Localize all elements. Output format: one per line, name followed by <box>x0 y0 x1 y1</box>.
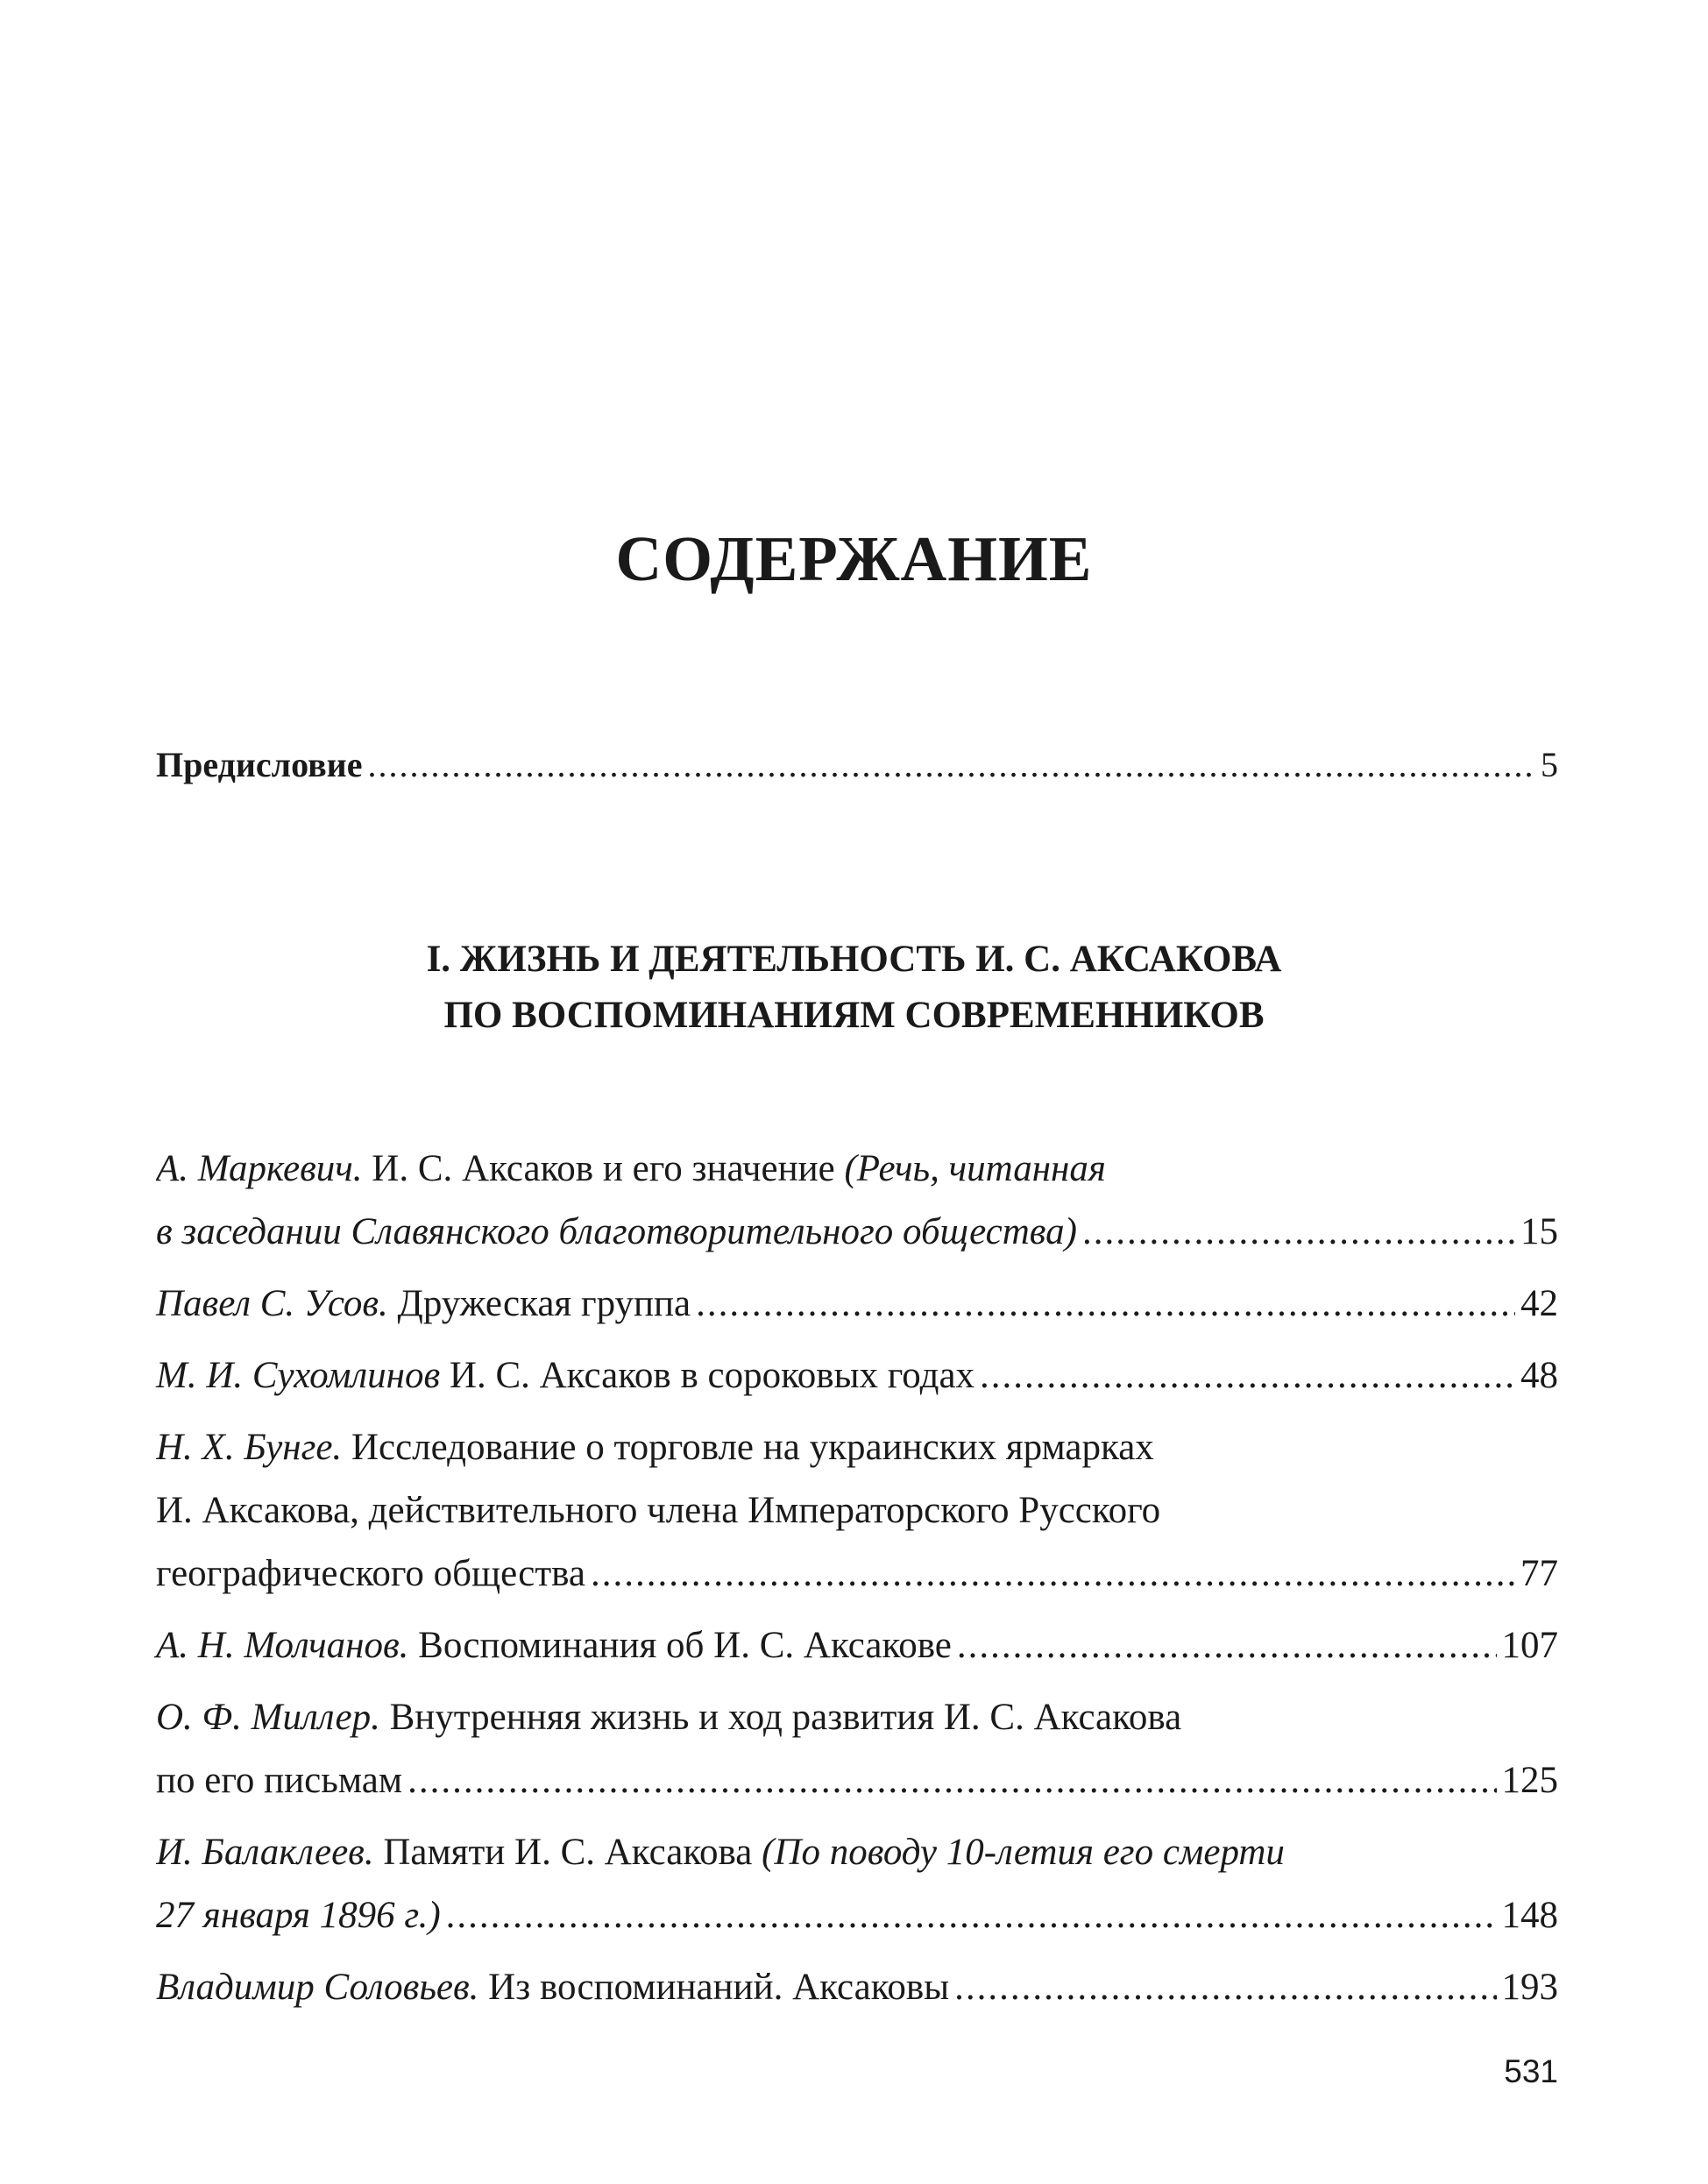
toc-entry-line <box>156 1749 1558 1812</box>
toc-entry-subtitle: (Речь, читанная <box>844 1148 1106 1189</box>
toc-entry-author: Н. Х. Бунге. <box>156 1427 343 1468</box>
toc-entry[interactable] <box>156 1956 1558 2019</box>
toc-entry-title <box>156 1427 1154 1468</box>
toc-entry[interactable] <box>156 1416 1558 1606</box>
toc-entry-page-number: 148 <box>1501 1895 1558 1936</box>
toc-entry-title <box>156 1273 691 1336</box>
dot-leader <box>446 1884 1497 1947</box>
toc-entry-author: М. И. Сухомлинов <box>156 1355 441 1396</box>
toc-entry-title <box>156 1697 1181 1738</box>
toc-entry-page-number: 193 <box>1501 1967 1558 2008</box>
toc-entry-line <box>156 1686 1558 1749</box>
toc-entry-page-number: 15 <box>1520 1211 1558 1252</box>
toc-entry-title <box>156 1490 1160 1531</box>
toc-entry-title-text: Исследование о торговле на украинских ярмарках <box>342 1427 1154 1468</box>
toc-entry-line <box>156 1479 1558 1542</box>
toc-entry-title-text: И. Аксакова, действительного члена Императорского Русского <box>156 1490 1161 1531</box>
toc-list <box>156 1138 1558 2028</box>
toc-entry-page-number: 77 <box>1520 1553 1558 1594</box>
toc-entry-title <box>156 1344 974 1408</box>
toc-entry-line <box>156 1821 1558 1884</box>
toc-entry-page-number: 48 <box>1520 1355 1558 1396</box>
toc-entry-title-text: географического общества <box>156 1553 585 1594</box>
dot-leader <box>408 1749 1496 1812</box>
toc-entry-author: Владимир Соловьев. <box>156 1967 479 2008</box>
section-heading-line-2: ПО ВОСПОМИНАНИЯМ СОВРЕМЕННИКОВ <box>443 995 1265 1036</box>
toc-entry-title-text: Дружеская группа <box>387 1283 691 1324</box>
toc-entry-title-text: Из воспоминаний. Аксаковы <box>478 1967 950 2008</box>
dot-leader <box>696 1273 1515 1336</box>
toc-entry-line <box>156 1416 1558 1479</box>
dot-leader <box>980 1344 1515 1408</box>
toc-entry[interactable] <box>156 1138 1558 1264</box>
toc-entry-line <box>156 1884 1558 1947</box>
toc-entry-author: А. Маркевич. <box>156 1148 363 1189</box>
toc-entry-title-text: И. С. Аксаков и его значение <box>362 1148 845 1189</box>
preface-label: Предисловие <box>156 745 363 784</box>
page-title: СОДЕРЖАНИЕ <box>615 523 1093 594</box>
dot-leader <box>367 741 1535 789</box>
toc-entry-author: А. Н. Молчанов. <box>156 1625 409 1666</box>
toc-entry-line <box>156 1138 1558 1201</box>
toc-entry[interactable] <box>156 1821 1558 1947</box>
dot-leader <box>591 1542 1515 1606</box>
toc-entry-title-text: Памяти И. С. Аксакова <box>373 1832 762 1873</box>
toc-entry-line <box>156 1201 1558 1264</box>
toc-entry-title-text: Внутренняя жизнь и ход развития И. С. Аксакова <box>379 1697 1182 1738</box>
toc-entry-title-text: по его письмам <box>156 1760 403 1801</box>
toc-entry-preface[interactable] <box>156 741 1558 789</box>
toc-entry-title <box>156 1832 1285 1873</box>
toc-entry-author: И. Балаклеев. <box>156 1832 374 1873</box>
toc-entry-title-text: И. С. Аксаков в сороковых годах <box>440 1355 975 1396</box>
toc-entry-title <box>156 1749 402 1812</box>
toc-entry-line <box>156 1614 1558 1677</box>
dot-leader <box>954 1956 1496 2019</box>
dot-leader <box>957 1614 1497 1677</box>
toc-entry-title <box>156 1201 1077 1264</box>
toc-entry[interactable] <box>156 1344 1558 1408</box>
toc-entry-title-text: Воспоминания об И. С. Аксакове <box>408 1625 952 1666</box>
page-number: 531 <box>1504 2053 1558 2089</box>
toc-entry-subtitle: в заседании Славянского благотворительного общества) <box>156 1211 1077 1252</box>
toc-entry-page-number: 125 <box>1501 1760 1558 1801</box>
preface-page-number: 5 <box>1541 745 1558 784</box>
toc-entry-title <box>156 1884 441 1947</box>
toc-entry-subtitle: (По поводу 10-летия его смерти <box>762 1832 1285 1873</box>
toc-entry-title <box>156 1956 949 2019</box>
dot-leader <box>1082 1201 1515 1264</box>
section-heading <box>0 932 1708 1044</box>
toc-entry-line <box>156 1542 1558 1606</box>
toc-entry-author: О. Ф. Миллер. <box>156 1697 380 1738</box>
toc-entry[interactable] <box>156 1614 1558 1677</box>
toc-entry-page-number: 107 <box>1501 1625 1558 1666</box>
toc-entry-title <box>156 1542 585 1606</box>
toc-entry-subtitle: 27 января 1896 г.) <box>156 1895 441 1936</box>
section-heading-line-1: I. ЖИЗНЬ И ДЕЯТЕЛЬНОСТЬ И. С. АКСАКОВА <box>426 939 1282 980</box>
toc-entry-title <box>156 1148 1106 1189</box>
toc-entry[interactable] <box>156 1686 1558 1812</box>
toc-entry-line <box>156 1273 1558 1336</box>
toc-entry[interactable] <box>156 1273 1558 1336</box>
toc-entry-author: Павел С. Усов. <box>156 1283 388 1324</box>
toc-entry-line <box>156 1344 1558 1408</box>
toc-entry-page-number: 42 <box>1520 1283 1558 1324</box>
toc-entry-line <box>156 1956 1558 2019</box>
toc-entry-title <box>156 1614 952 1677</box>
